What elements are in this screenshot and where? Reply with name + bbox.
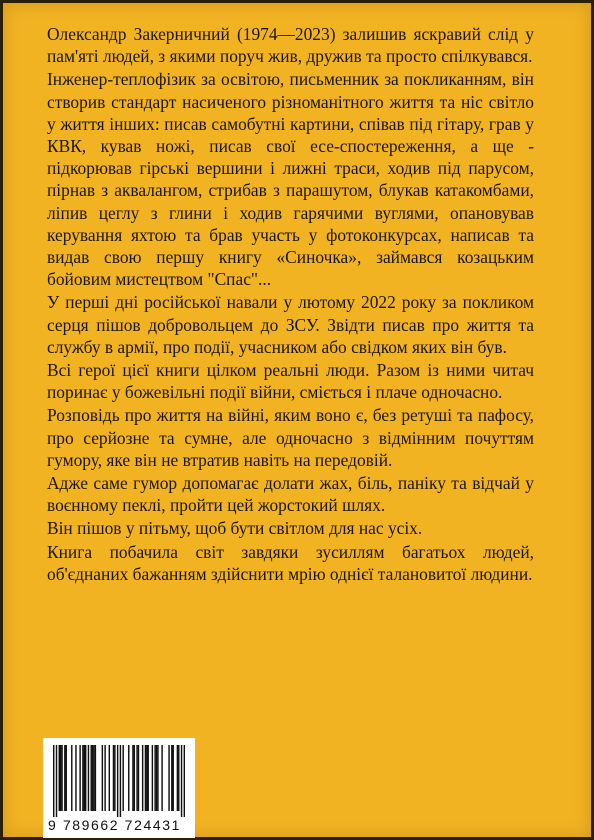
paragraph-heroes: Всі герої цієї книги цілком реальні люди. Разом із ними читач поринає у божевільні події війни, сміється і плаче одночасно.: [47, 360, 534, 403]
barcode-bar: [82, 745, 83, 811]
barcode-bar: [104, 745, 105, 811]
barcode-bar: [147, 745, 148, 811]
barcode-bar: [71, 745, 72, 811]
barcode-bar: [156, 745, 157, 811]
paragraph-humor: Адже саме гумор допомагає долати жах, біль, паніку та відчай у воєнному пеклі, пройти цей жорстокий шлях.: [47, 473, 534, 516]
barcode-bar: [113, 745, 114, 811]
back-cover: [3, 3, 591, 837]
barcode-bar: [122, 745, 123, 811]
paragraph-story: Розповідь про життя на війні, яким воно є, без ретуші та пафосу, про серйозне та сумне, але одночасно з відмінним почуттям гумору, яке він не втратив навіть на передовій.: [47, 405, 534, 470]
barcode-bar: [181, 745, 182, 817]
barcode-bar: [91, 745, 92, 811]
isbn-barcode: [43, 738, 195, 838]
barcode-bar: [114, 745, 115, 811]
barcode-bar: [56, 745, 57, 817]
barcode-bar: [136, 745, 137, 811]
paragraph-activities: Інженер-теплофізик за освітою, письменник за покликанням, він створив стандарт насиченого різноманітного життя та ніс світло у життя інших: писав самобутні картини, співав під гітару, грав у КВК, кував ножі, писав свої есе-спостереження, а ще - підкорював гірські вершини і лижні траси, ходив під парусом, пірнав з аквалангом, стрибав з парашутом, блукав катакомбами, ліпив цеглу з глини і ходив гарячими вуглями, опановував керування яхтою та брав участь у фотоконкурсах, написав та видав свою першу книгу «Синочка», займався козацьким бойовим мистецтвом "Спас"...: [47, 69, 534, 290]
barcode-bar: [184, 745, 185, 817]
barcode-bar: [79, 745, 80, 811]
barcode-bar: [53, 745, 54, 817]
paragraph-bio: Олександр Закерничний (1974—2023) залишив яскравий слід у пам'яті людей, з якими поруч жив, дружив та просто спілкувався.: [47, 24, 534, 67]
barcode-bar: [168, 745, 169, 811]
barcode-bar: [138, 745, 139, 811]
paragraph-publication: Книга побачила світ завдяки зусиллям багатьох людей, об'єднаних бажанням здійснити мрію однієї талановитої людини.: [47, 541, 534, 584]
barcode-bar: [117, 745, 118, 817]
barcode-bar: [171, 745, 172, 811]
barcode-bar: [146, 745, 147, 811]
barcode-bar: [142, 745, 143, 811]
barcode-bar: [152, 745, 153, 811]
barcode-bar: [85, 745, 86, 811]
isbn-number: 9 789662 724431: [48, 817, 181, 833]
barcode-bar: [93, 745, 94, 811]
barcode-bar: [161, 745, 162, 811]
barcode-bar: [95, 745, 96, 811]
barcode-bar: [157, 745, 158, 811]
barcode-bar: [61, 745, 62, 811]
barcode-bar: [132, 745, 133, 811]
barcode-bar: [66, 745, 67, 811]
barcode-bars: [53, 745, 185, 817]
barcode-bar: [145, 745, 146, 811]
barcode-bar: [178, 745, 179, 811]
annotation-text: [47, 23, 534, 586]
barcode-bar: [92, 745, 93, 811]
barcode-bar: [128, 745, 129, 811]
barcode-bar: [84, 745, 85, 811]
barcode-bar: [134, 745, 135, 811]
barcode-bar: [102, 745, 103, 811]
barcode-bar: [88, 745, 89, 811]
paragraph-light: Він пішов у пітьму, щоб бути світлом для нас усіх.: [47, 518, 423, 539]
barcode-bar: [60, 745, 61, 811]
barcode-bar: [120, 745, 121, 817]
barcode-bar: [177, 745, 178, 811]
paragraph-volunteer: У перші дні російської навали у лютому 2022 року за покликом серця пішов добровольцем до ЗСУ. Звідти писав про життя та службу в армії, про події, учасником або свідком яких він був.: [47, 292, 534, 357]
barcode-bar: [172, 745, 173, 811]
barcode-bar: [109, 745, 110, 811]
barcode-bar: [64, 745, 65, 811]
barcode-bar: [154, 745, 155, 811]
barcode-bar: [59, 745, 60, 811]
barcode-bar: [75, 745, 76, 811]
